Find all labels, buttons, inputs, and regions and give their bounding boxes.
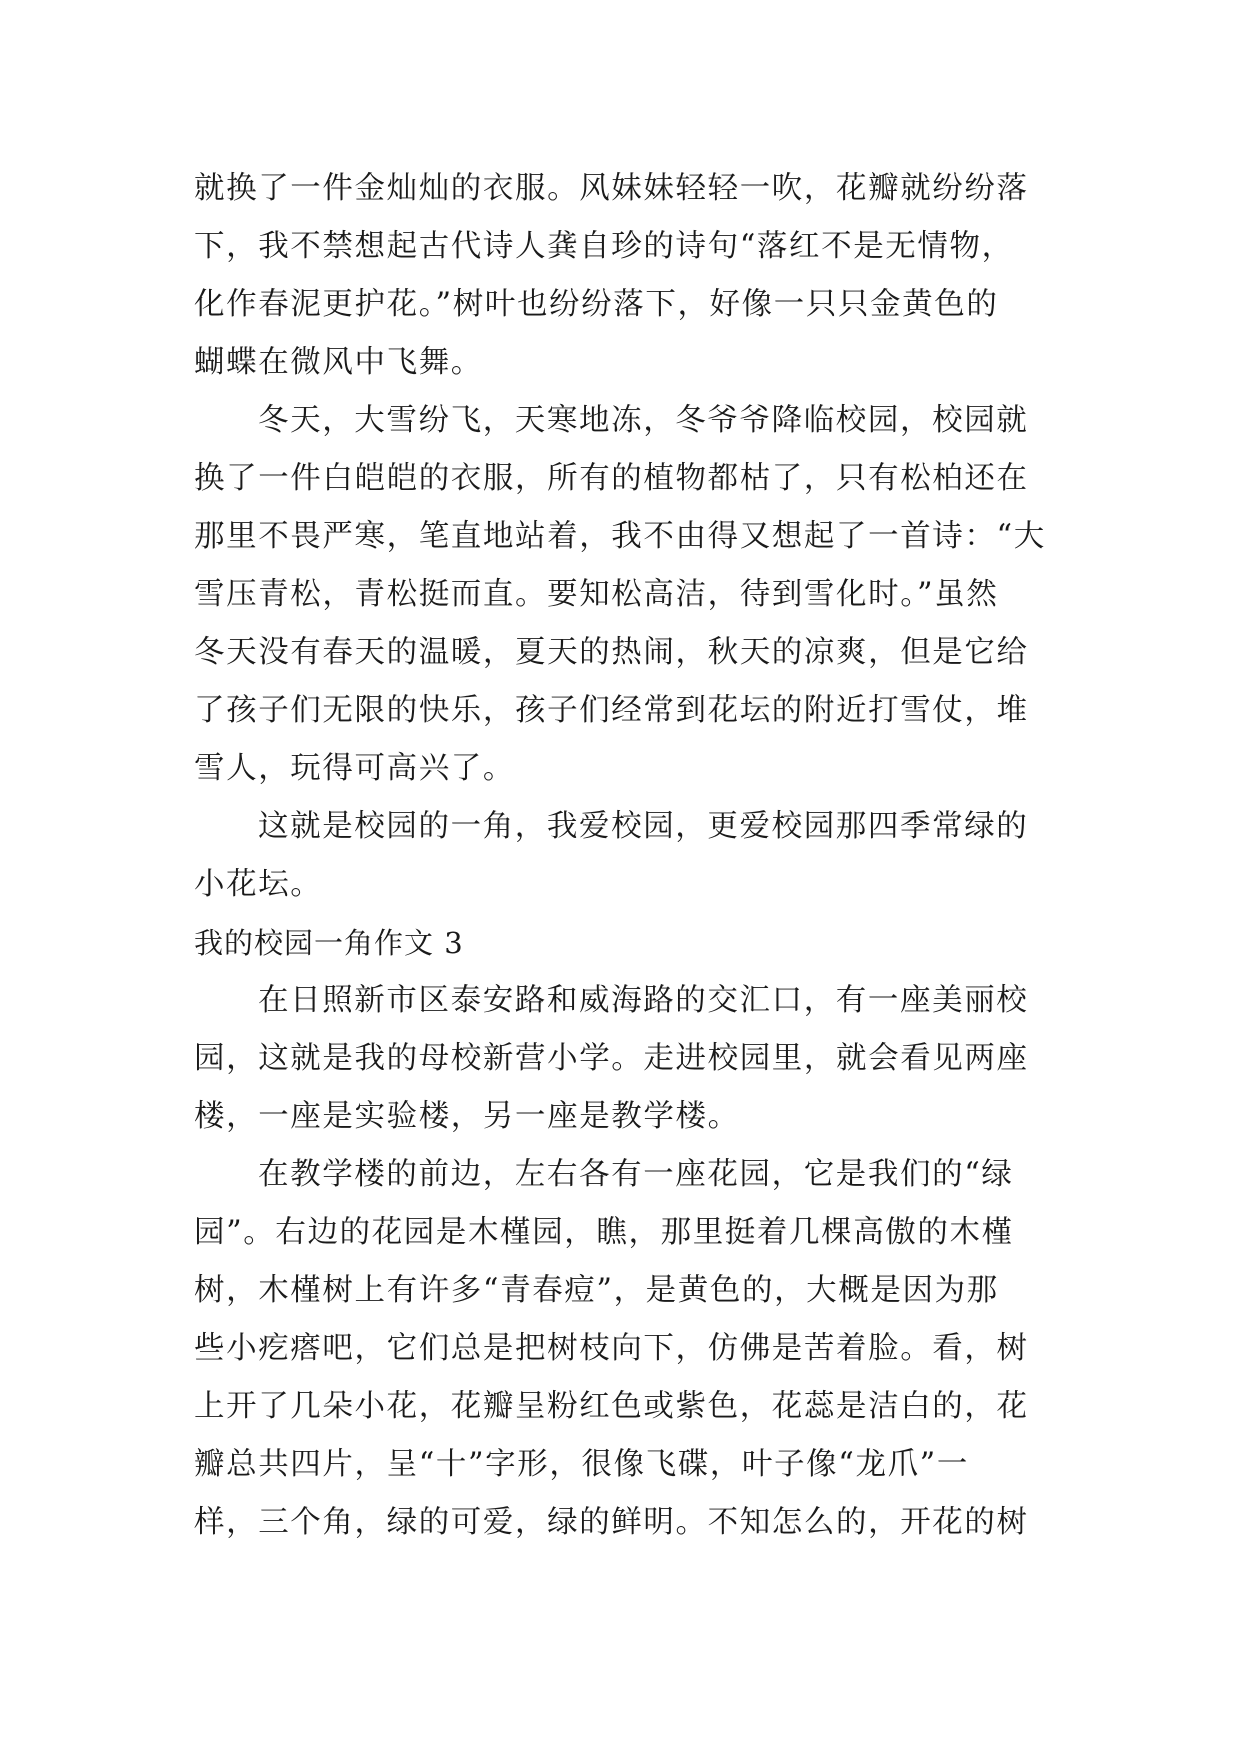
text-line: 蝴蝶在微风中飞舞。 bbox=[194, 345, 483, 380]
text-line: 楼，一座是实验楼，另一座是教学楼。 bbox=[194, 1099, 740, 1134]
paragraph bbox=[194, 798, 1054, 914]
text-line: 在教学楼的前边，左右各有一座花园，它是我们的“绿 bbox=[258, 1157, 1014, 1192]
text-line: 园，这就是我的母校新营小学。走进校园里，就会看见两座 bbox=[194, 1041, 1029, 1076]
text-line: 树，木槿树上有许多“青春痘”，是黄色的，大概是因为那 bbox=[194, 1273, 999, 1308]
text-line: 园”。右边的花园是木槿园，瞧，那里挺着几棵高傲的木槿 bbox=[194, 1215, 1014, 1250]
text-line: 些小疙瘩吧，它们总是把树枝向下，仿佛是苦着脸。看，树 bbox=[194, 1331, 1029, 1366]
text-line: 冬天，大雪纷飞，天寒地冻，冬爷爷降临校园，校园就 bbox=[258, 403, 1029, 438]
document-body bbox=[194, 160, 1054, 1552]
text-line: 雪压青松，青松挺而直。要知松高洁，待到雪化时。”虽然 bbox=[194, 577, 999, 612]
text-line: 样，三个角，绿的可爱，绿的鲜明。不知怎么的，开花的树 bbox=[194, 1505, 1029, 1540]
paragraph bbox=[194, 160, 1054, 392]
text-line: 在日照新市区泰安路和威海路的交汇口，有一座美丽校 bbox=[258, 983, 1029, 1018]
paragraph bbox=[194, 972, 1054, 1146]
text-line: 这就是校园的一角，我爱校园，更爱校园那四季常绿的 bbox=[258, 809, 1029, 844]
text-line: 瓣总共四片，呈“十”字形，很像飞碟，叶子像“龙爪”一 bbox=[194, 1447, 969, 1482]
paragraph bbox=[194, 1146, 1054, 1552]
text-line: 就换了一件金灿灿的衣服。风妹妹轻轻一吹，花瓣就纷纷落 bbox=[194, 171, 1029, 206]
text-line: 雪人，玩得可高兴了。 bbox=[194, 751, 515, 786]
text-line: 了孩子们无限的快乐，孩子们经常到花坛的附近打雪仗，堆 bbox=[194, 693, 1029, 728]
text-line: 那里不畏严寒，笔直地站着，我不由得又想起了一首诗：“大 bbox=[194, 519, 1046, 554]
text-line: 下，我不禁想起古代诗人龚自珍的诗句“落红不是无情物， bbox=[194, 229, 1014, 264]
text-line: 小花坛。 bbox=[194, 867, 323, 902]
paragraph bbox=[194, 392, 1054, 798]
text-line: 化作春泥更护花。”树叶也纷纷落下，好像一只只金黄色的 bbox=[194, 287, 999, 322]
text-line: 冬天没有春天的温暖，夏天的热闹，秋天的凉爽，但是它给 bbox=[194, 635, 1029, 670]
text-line: 换了一件白皑皑的衣服，所有的植物都枯了，只有松柏还在 bbox=[194, 461, 1029, 496]
text-line: 上开了几朵小花，花瓣呈粉红色或紫色，花蕊是洁白的，花 bbox=[194, 1389, 1029, 1424]
section-heading: 我的校园一角作文 3 bbox=[194, 926, 464, 960]
